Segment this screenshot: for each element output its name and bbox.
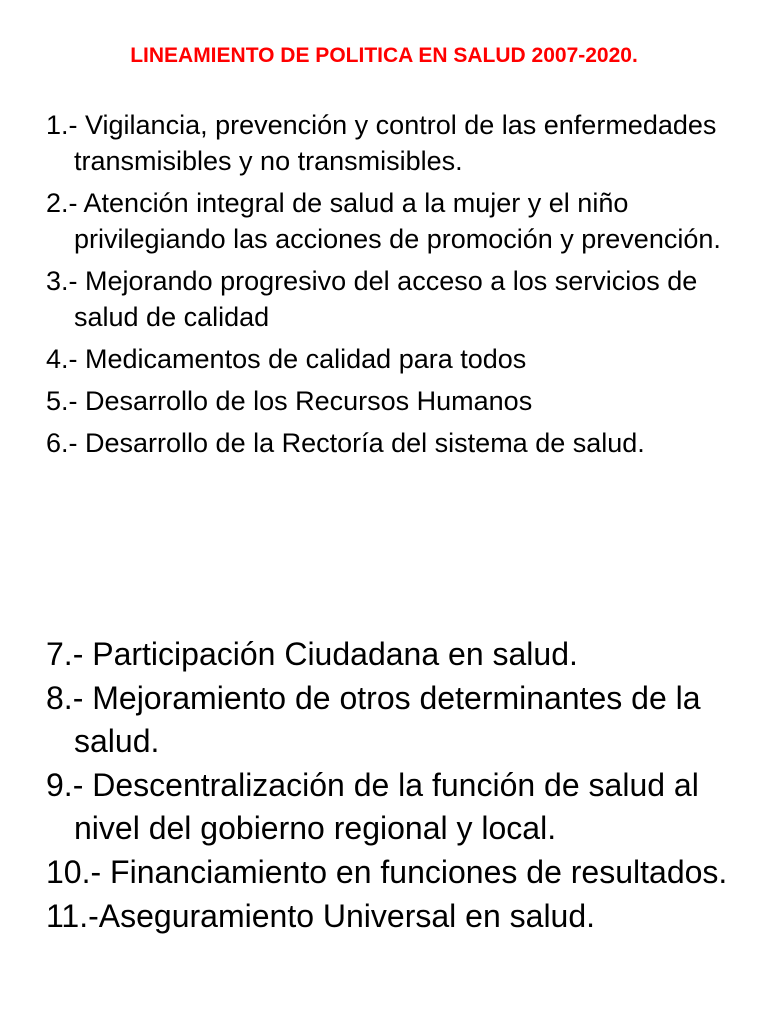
page-title: LINEAMIENTO DE POLITICA EN SALUD 2007-2020. <box>130 44 638 68</box>
policy-item-8: 8.- Mejoramiento de otros determinantes de la salud. <box>46 680 701 759</box>
policy-item-9: 9.- Descentralización de la función de salud al nivel del gobierno regional y local. <box>46 767 699 846</box>
policy-item-11: 11.-Aseguramiento Universal en salud. <box>46 898 596 934</box>
policy-item-10: 10.- Financiamiento en funciones de resultados. <box>46 854 728 890</box>
policy-list-second <box>46 633 746 939</box>
policy-item-1: 1.- Vigilancia, prevención y control de las enfermedades transmisibles y no transmisibles. <box>46 110 717 176</box>
policy-item-7: 7.- Participación Ciudadana en salud. <box>46 636 578 672</box>
policy-item-5: 5.- Desarrollo de los Recursos Humanos <box>46 386 533 416</box>
policy-item-2: 2.- Atención integral de salud a la mujer y el niño privilegiando las acciones de promoción y prevención. <box>46 188 721 254</box>
policy-list-first <box>46 107 746 467</box>
policy-item-6: 6.- Desarrollo de la Rectoría del sistema de salud. <box>46 428 645 458</box>
policy-item-3: 3.- Mejorando progresivo del acceso a los servicios de salud de calidad <box>46 266 698 332</box>
policy-item-4: 4.- Medicamentos de calidad para todos <box>46 344 527 374</box>
